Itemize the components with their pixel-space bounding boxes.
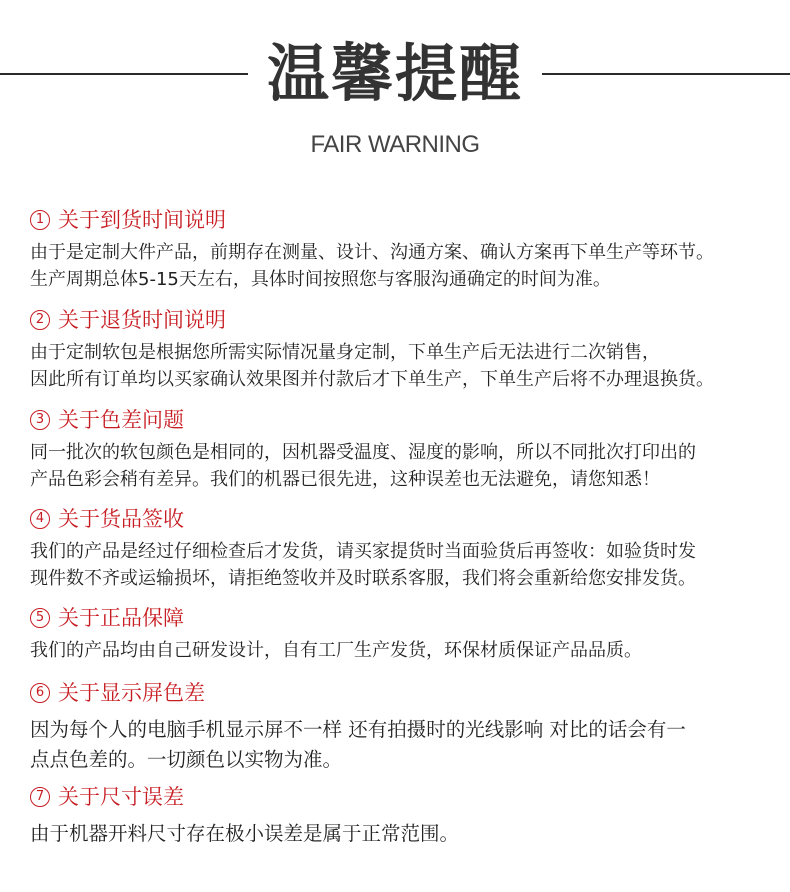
page-title: 温馨提醒: [266, 37, 523, 110]
body-line: 产品色彩会稍有差异。我们的机器已很先进，这种误差也无法避免，请您知悉！: [30, 469, 660, 490]
body-line: 因为每个人的电脑手机显示屏不一样 还有拍摄时的光线影响 对比的话会有一: [30, 718, 686, 741]
number-badge: 2: [30, 310, 50, 330]
section-title-text: 关于正品保障: [58, 606, 184, 630]
body-line: 我们的产品是经过仔细检查后才发货，请买家提货时当面验货后再签收：如验货时发: [30, 541, 696, 562]
section-title-text: 关于尺寸误差: [58, 785, 184, 809]
section-body: [30, 538, 775, 592]
section-size-tolerance: [30, 783, 775, 849]
body-line: 我们的产品均由自己研发设计，自有工厂生产发货，环保材质保证产品品质。: [30, 640, 642, 661]
body-line: 点点色差的。一切颜色以实物为准。: [30, 748, 343, 771]
section-body: [30, 637, 775, 664]
section-title: [30, 604, 775, 632]
page-header: [0, 0, 790, 170]
body-line: 因此所有订单均以买家确认效果图并付款后才下单生产，下单生产后将不办理退换货。: [30, 369, 714, 390]
number-badge: 5: [30, 608, 50, 628]
number-badge: 4: [30, 509, 50, 529]
body-line: 由于机器开料尺寸存在极小误差是属于正常范围。: [30, 822, 460, 845]
section-display-color: [30, 679, 775, 775]
number-badge: 6: [30, 683, 50, 703]
body-line: 由于是定制大件产品，前期存在测量、设计、沟通方案、确认方案再下单生产等环节。: [30, 242, 714, 263]
section-title: [30, 679, 775, 707]
body-line: 由于定制软包是根据您所需实际情况量身定制，下单生产后无法进行二次销售，: [30, 342, 660, 363]
section-body: [30, 239, 775, 293]
title-rule-left: [0, 73, 248, 75]
section-title-text: 关于退货时间说明: [58, 308, 226, 332]
page-subtitle: FAIR WARNING: [310, 131, 480, 158]
section-title-text: 关于到货时间说明: [58, 208, 226, 232]
number-badge: 1: [30, 210, 50, 230]
number-badge: 7: [30, 787, 50, 807]
section-delivery-signing: [30, 505, 775, 592]
section-title: [30, 306, 775, 334]
section-title: [30, 406, 775, 434]
body-line: 现件数不齐或运输损坏，请拒绝签收并及时联系客服，我们将会重新给您安排发货。: [30, 568, 696, 589]
section-return-policy: [30, 306, 775, 393]
section-body: [30, 439, 775, 493]
section-title-text: 关于显示屏色差: [58, 681, 205, 705]
section-title-text: 关于货品签收: [58, 507, 184, 531]
section-authenticity: [30, 604, 775, 664]
section-body: [30, 339, 775, 393]
body-line: 同一批次的软包颜色是相同的，因机器受温度、湿度的影响，所以不同批次打印出的: [30, 442, 696, 463]
section-arrival-time: [30, 206, 775, 293]
section-title: [30, 783, 775, 811]
section-color-difference: [30, 406, 775, 493]
section-title: [30, 206, 775, 234]
body-line: 生产周期总体5-15天左右，具体时间按照您与客服沟通确定的时间为准。: [30, 269, 611, 290]
section-title-text: 关于色差问题: [58, 408, 184, 432]
number-badge: 3: [30, 410, 50, 430]
section-body: [30, 819, 775, 849]
section-title: [30, 505, 775, 533]
title-rule-right: [542, 73, 790, 75]
section-body: [30, 715, 775, 775]
